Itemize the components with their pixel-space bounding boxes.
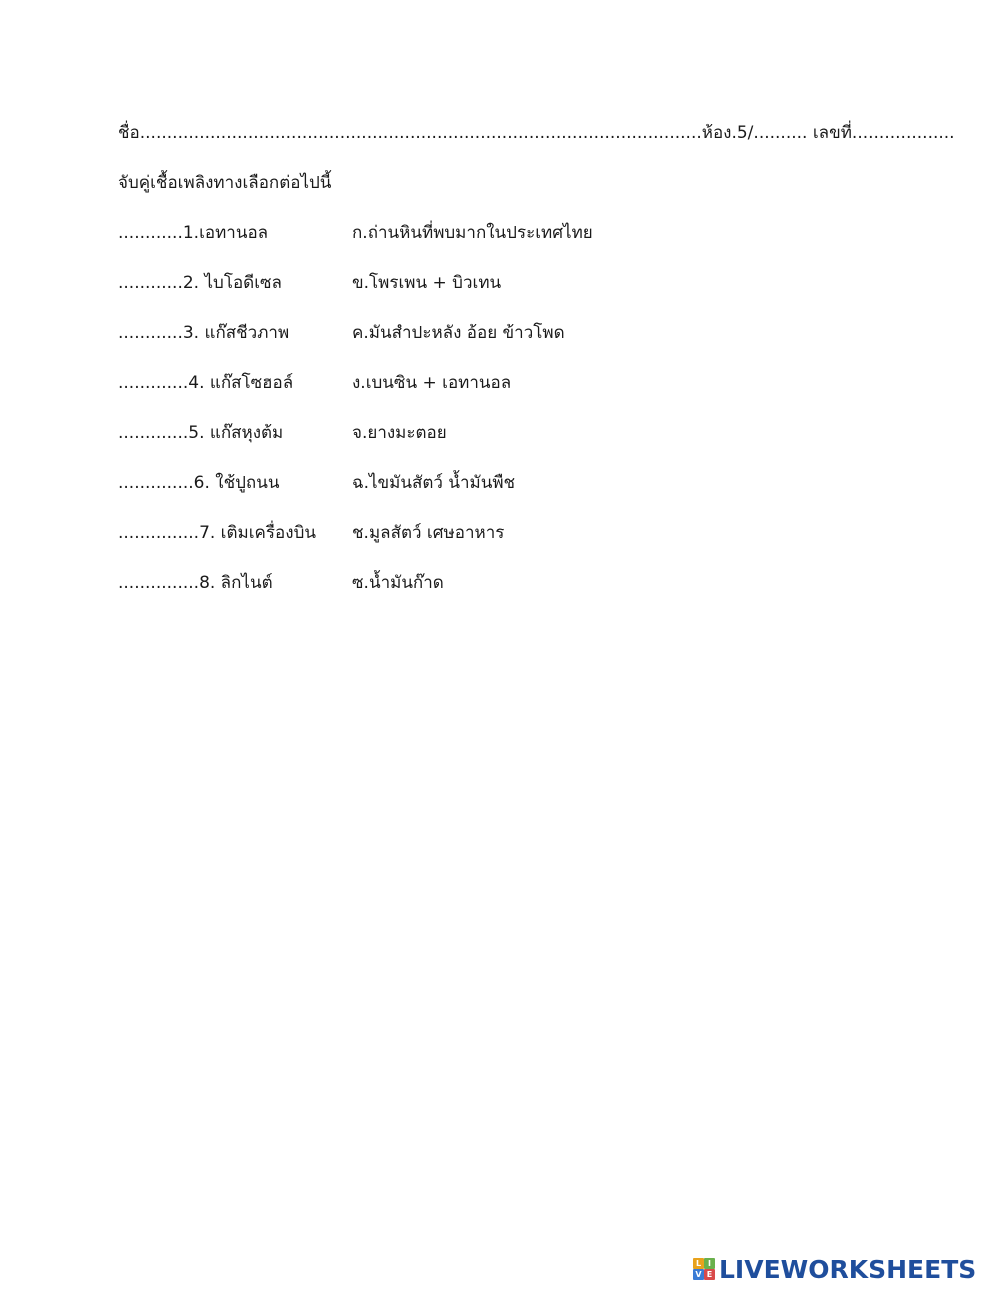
question-label: 1.เอทานอล xyxy=(182,223,269,243)
student-info-line xyxy=(118,121,955,145)
answer-blank[interactable]: ............. xyxy=(118,373,189,393)
question-label: 3. แก๊สชีวภาพ xyxy=(182,323,290,343)
logo-icon-letter: E xyxy=(704,1269,715,1280)
answer-blank[interactable]: ............. xyxy=(118,423,189,443)
answer-blank[interactable]: .............. xyxy=(118,473,194,493)
instruction-text: จับคู่เชื้อเพลิงทางเลือกต่อไปนี้ xyxy=(118,173,332,193)
question-label: 6. ใช้ปูถนน xyxy=(193,473,280,493)
answer-blank[interactable]: ............... xyxy=(118,523,200,543)
answer-option: ฉ.ไขมันสัตว์ น้ำมันพืช xyxy=(352,473,516,493)
answer-blank[interactable]: ............... xyxy=(118,573,200,593)
answer-option: ก.ถ่านหินที่พบมากในประเทศไทย xyxy=(352,223,593,243)
liveworksheets-logo-icon xyxy=(693,1258,715,1280)
question-item xyxy=(118,221,268,245)
logo-text: LIVEWORKSHEETS xyxy=(719,1254,977,1284)
name-label: ชื่อ xyxy=(118,123,140,143)
answer-option: ซ.น้ำมันก๊าด xyxy=(352,573,444,593)
answer-option: ง.เบนซิน + เอทานอล xyxy=(352,373,512,393)
logo-icon-letter: I xyxy=(704,1258,715,1269)
question-label: 2. ไบโอดีเซล xyxy=(182,273,282,293)
answer-option: ข.โพรเพน + บิวเทน xyxy=(352,273,502,293)
answer-blank[interactable]: ............ xyxy=(118,323,183,343)
question-label: 5. แก๊สหุงต้ม xyxy=(188,423,284,443)
number-label[interactable]: เลขที่................... xyxy=(812,123,955,143)
question-item xyxy=(118,521,316,545)
answer-option: ค.มันสำปะหลัง อ้อย ข้าวโพด xyxy=(352,323,565,343)
question-label: 8. ลิกไนต์ xyxy=(199,573,273,593)
question-item xyxy=(118,371,293,395)
logo-icon-letter: V xyxy=(693,1269,704,1280)
question-item xyxy=(118,571,273,595)
answer-option: ช.มูลสัตว์ เศษอาหาร xyxy=(352,523,505,543)
question-label: 7. เติมเครื่องบิน xyxy=(199,523,316,543)
room-label[interactable]: ห้อง.5/.......... xyxy=(701,123,808,143)
question-item xyxy=(118,271,282,295)
answer-option: จ.ยางมะตอย xyxy=(352,423,447,443)
answer-blank[interactable]: ............ xyxy=(118,273,183,293)
question-item xyxy=(118,321,289,345)
question-label: 4. แก๊สโซฮอล์ xyxy=(188,373,294,393)
question-item xyxy=(118,421,283,445)
liveworksheets-logo xyxy=(693,1254,976,1284)
question-item xyxy=(118,471,279,495)
name-blank[interactable]: ........................................................................................................ xyxy=(139,123,702,143)
answer-blank[interactable]: ............ xyxy=(118,223,183,243)
logo-icon-letter: L xyxy=(693,1258,704,1269)
